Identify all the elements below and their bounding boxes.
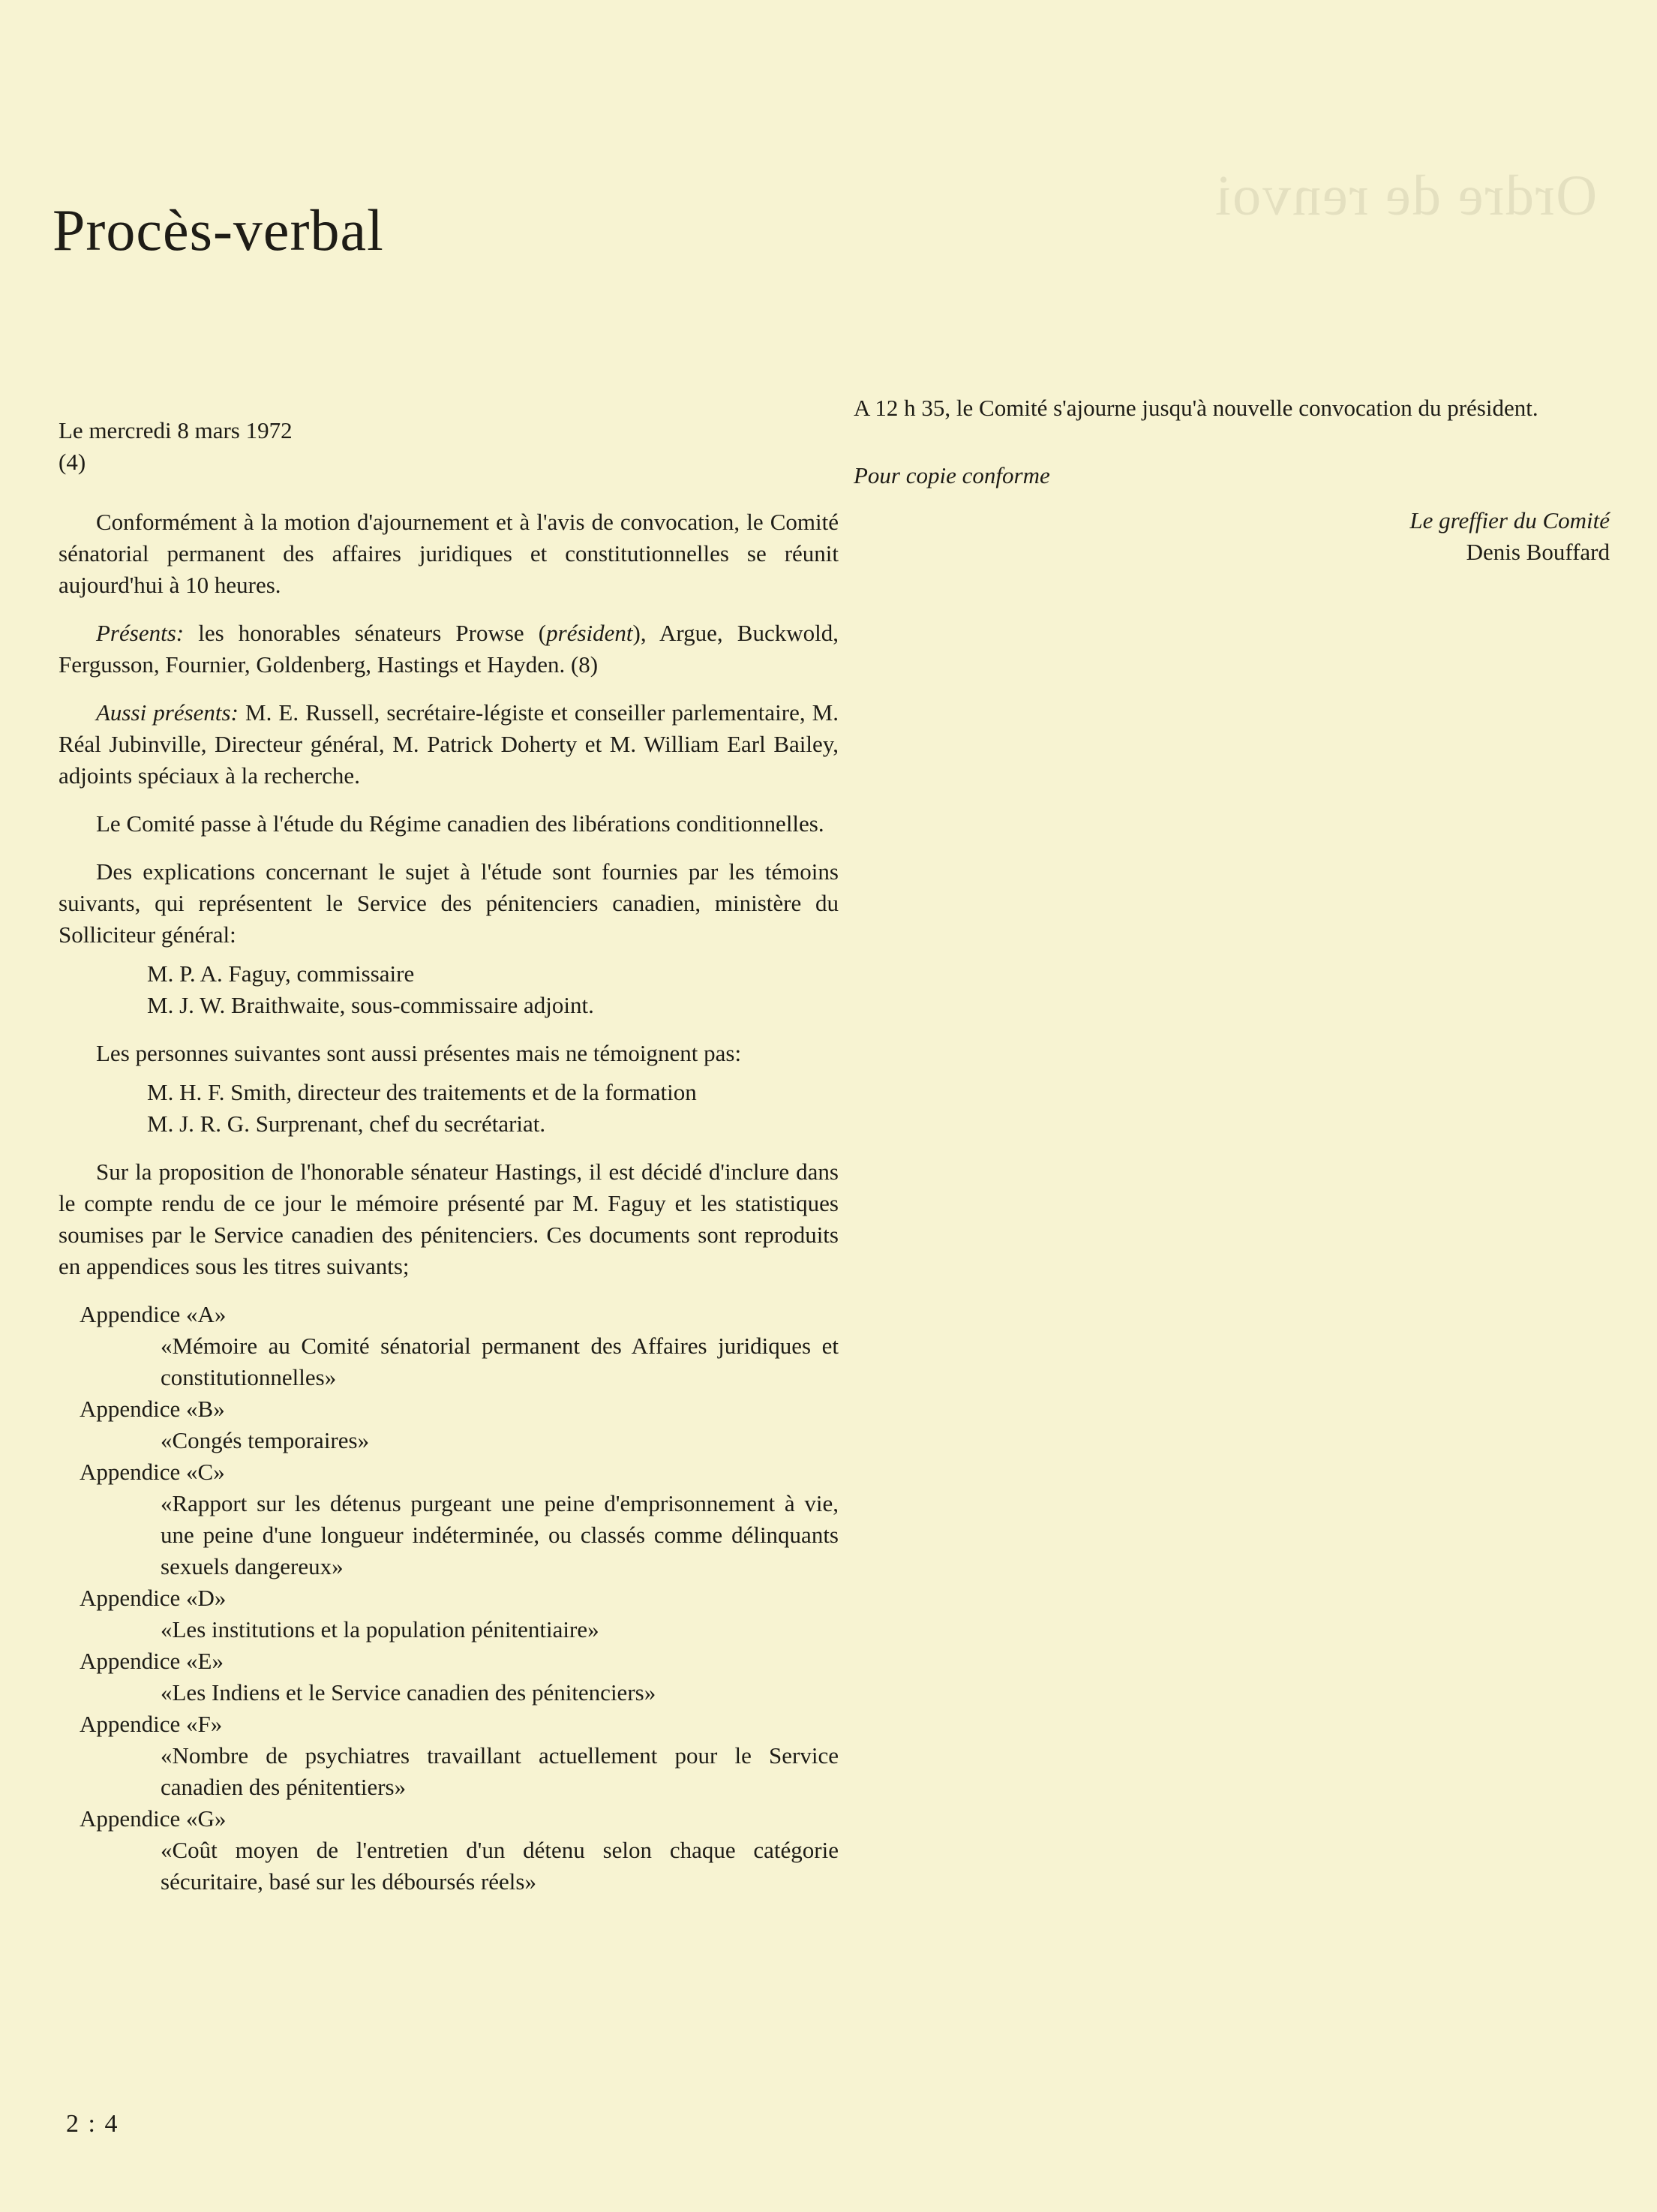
show-through-text: Ordre de renvoi (1213, 164, 1597, 227)
left-column (59, 415, 839, 1898)
clerk-role: Le greffier du Comité (1409, 507, 1610, 533)
clerk-name: Denis Bouffard (1466, 539, 1610, 565)
appendix-item (80, 1803, 839, 1898)
appendix-description: «Coût moyen de l'entretien d'un détenu selon chaque catégorie sécuritaire, basé sur les déboursés réels» (161, 1837, 839, 1895)
witness-intro: Des explications concernant le sujet à l'étude sont fournies par les témoins suivants, qui représentent le Service des pénitenciers canadien, ministère du Solliciteur général: (59, 858, 839, 948)
witness-item: M. J. W. Braithwaite, sous-commissaire adjoint. (147, 992, 594, 1018)
appendix-item (80, 1709, 839, 1803)
sitting-number: (4) (59, 449, 86, 475)
appendix-description: «Les Indiens et le Service canadien des pénitenciers» (161, 1679, 656, 1706)
appendix-description: «Les institutions et la population pénitentiaire» (161, 1616, 599, 1642)
opening-paragraph: Conformément à la motion d'ajournement et à l'avis de convocation, le Comité sénatorial permanent des affaires juridiques et constitutionnelles se réunit aujourd'hui à 10 heures. (59, 509, 839, 598)
appendix-description: «Rapport sur les détenus purgeant une peine d'emprisonnement à vie, une peine d'une longueur indéterminée, ou classés comme délinquants sexuels dangereux» (161, 1490, 839, 1579)
appendix-list (59, 1299, 839, 1898)
witness-list (59, 958, 839, 1021)
clerk-signature-block (854, 505, 1610, 568)
appendix-label: Appendice «C» (80, 1459, 225, 1485)
appendix-item (80, 1456, 839, 1582)
appendix-item (80, 1645, 839, 1709)
also-present-label: Aussi présents: (96, 699, 239, 726)
others-intro: Les personnes suivantes sont aussi présentes mais ne témoignent pas: (96, 1040, 742, 1066)
witness-item: M. P. A. Faguy, commissaire (147, 960, 415, 987)
motion-paragraph: Sur la proposition de l'honorable sénateur Hastings, il est décidé d'inclure dans le compte rendu de ce jour le mémoire présenté par M. Faguy et les statistiques soumises par le Service canadien des pénitenciers. Ces documents sont reproduits en appendices sous les titres suivants; (59, 1159, 839, 1279)
appendix-label: Appendice «B» (80, 1396, 225, 1422)
present-role: président (546, 620, 633, 646)
appendix-item (80, 1299, 839, 1393)
appendix-label: Appendice «F» (80, 1711, 223, 1737)
adjournment-paragraph: A 12 h 35, le Comité s'ajourne jusqu'à nouvelle convocation du président. (854, 395, 1538, 421)
present-text-1: les honorables sénateurs Prowse ( (184, 620, 547, 646)
others-list (59, 1077, 839, 1140)
right-column (854, 392, 1610, 568)
appendix-label: Appendice «A» (80, 1301, 227, 1327)
present-paragraph (59, 618, 839, 681)
sitting-date: Le mercredi 8 mars 1972 (59, 417, 293, 443)
page-number: 2 : 4 (66, 2110, 119, 2138)
also-present-paragraph (59, 697, 839, 792)
others-item: M. H. F. Smith, directeur des traitements et de la formation (147, 1079, 697, 1105)
present-label: Présents: (96, 620, 185, 646)
present-text-2: ), Argue, Buckwold, Fergusson, Fournier, Goldenberg, Hastings et Hayden. (8) (59, 620, 839, 678)
appendix-label: Appendice «G» (80, 1805, 227, 1832)
appendix-item (80, 1582, 839, 1645)
appendix-item (80, 1393, 839, 1456)
certified-copy-label: Pour copie conforme (854, 462, 1050, 488)
appendix-label: Appendice «E» (80, 1648, 224, 1674)
study-paragraph: Le Comité passe à l'étude du Régime canadien des libérations conditionnelles. (96, 810, 824, 837)
page-title: Procès-verbal (53, 197, 384, 263)
appendix-label: Appendice «D» (80, 1585, 227, 1611)
others-item: M. J. R. G. Surprenant, chef du secrétariat. (147, 1111, 546, 1137)
appendix-description: «Nombre de psychiatres travaillant actuellement pour le Service canadien des pénitentiers» (161, 1742, 839, 1800)
appendix-description: «Congés temporaires» (161, 1427, 370, 1453)
also-present-text: M. E. Russell, secrétaire-légiste et conseiller parlementaire, M. Réal Jubinville, Directeur général, M. Patrick Doherty et M. William Earl Bailey, adjoints spéciaux à la recherche. (59, 699, 839, 789)
appendix-description: «Mémoire au Comité sénatorial permanent des Affaires juridiques et constitutionnelles» (161, 1333, 839, 1390)
